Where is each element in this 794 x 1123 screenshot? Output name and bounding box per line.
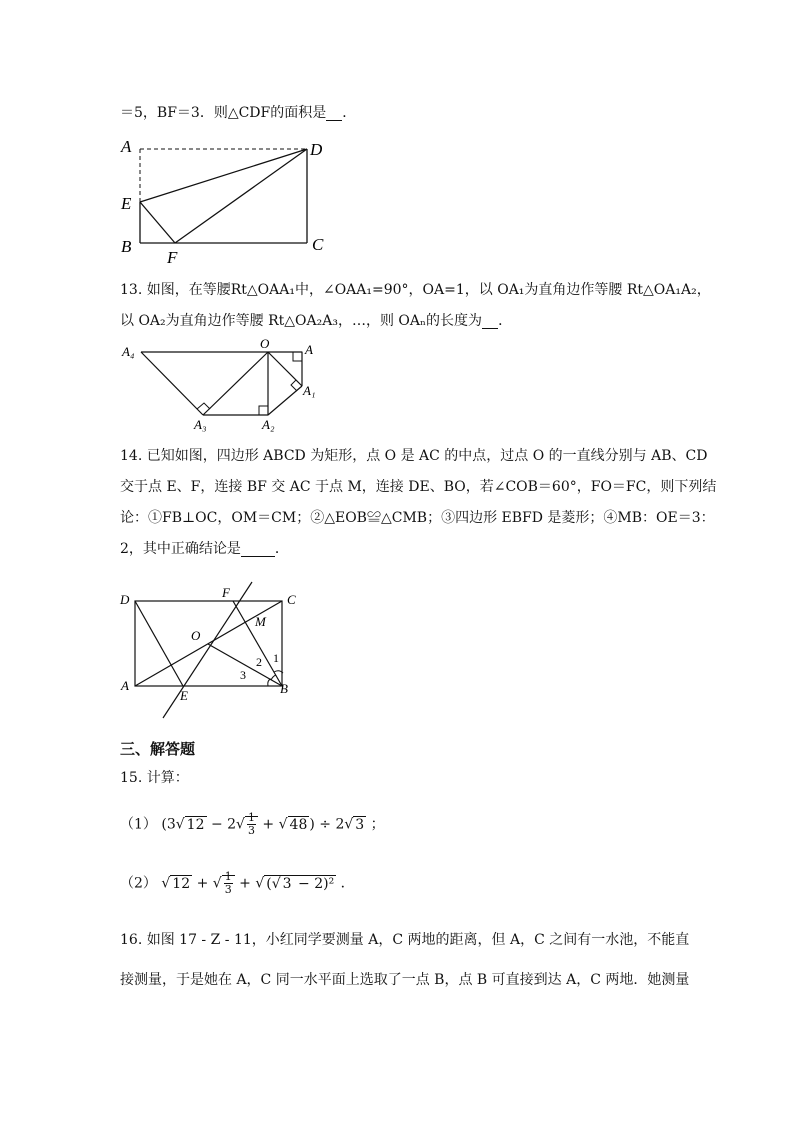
label-a2: A₂ <box>262 417 275 432</box>
label-e: E <box>180 688 188 703</box>
label-a4: A₄ <box>122 344 135 359</box>
q15-part2-expression: √ 12 + √ $\frac{1}{3}$ + √ (√ 3 − 2)² ． <box>161 870 355 897</box>
q12-figure <box>110 130 340 270</box>
segment-de <box>135 601 183 686</box>
q12-answer-blank <box>326 106 342 121</box>
label-d: D <box>120 592 130 607</box>
q13-line2 <box>120 314 512 329</box>
label-a: A <box>305 342 313 357</box>
q14-line3: 论：①FB⊥OC，OM＝CM；②△EOB≌△CMB；③四边形 EBFD 是菱形；④MB：OE＝3： <box>120 510 715 526</box>
right-angle-a3 <box>197 403 210 409</box>
q16-line2: 接测量，于是她在 A，C 同一水平面上选取了一点 B，点 B 可直接到达 A，C 两地．她测量 <box>120 972 690 988</box>
q14-end: ． <box>274 541 289 557</box>
label-angle-2: 2 <box>256 655 262 669</box>
q13-line2-text: 以 OA₂为直角边作等腰 Rt△OA₂A₃，…，则 OAₙ的长度为 <box>120 313 483 329</box>
label-b: B <box>280 681 288 696</box>
q13-end: ． <box>498 313 513 329</box>
label-f: F <box>167 248 178 267</box>
q13-answer-blank <box>482 314 498 329</box>
section-title: 三、解答题 <box>120 740 196 758</box>
right-angle-a <box>293 352 302 361</box>
q14-figure <box>115 580 315 720</box>
q15-part1-label: （1） <box>120 816 157 833</box>
label-d: D <box>310 140 323 159</box>
label-a: A <box>121 678 129 693</box>
label-o: O <box>260 336 270 351</box>
segment-ed <box>140 149 307 202</box>
label-angle-1: 1 <box>273 651 279 665</box>
q14-line2: 交于点 E、F，连接 BF 交 AC 于点 M，连接 DE、BO，若∠COB＝60°，FO＝FC，则下列结 <box>120 479 717 495</box>
angle-2-arc <box>271 675 276 680</box>
right-angle-a2 <box>259 406 268 415</box>
q15-part1 <box>120 812 385 837</box>
label-a3: A₃ <box>194 417 207 432</box>
right-angle-a1 <box>291 380 297 391</box>
q14-line1: 14. 已知如图，四边形 ABCD 为矩形，点 O 是 AC 的中点，过点 O 的一直线分别与 AB、CD <box>120 448 708 464</box>
q13-line1: 13. 如图，在等腰Rt△OAA₁中，∠OAA₁=90°，OA=1，以 OA₁为直角边作等腰 Rt△OA₁A₂， <box>120 282 711 298</box>
q12-text <box>120 106 356 121</box>
label-e: E <box>121 194 132 213</box>
label-c: C <box>312 235 324 254</box>
segment-ef <box>140 202 175 243</box>
segment-a3-a4 <box>141 352 203 415</box>
label-o: O <box>191 628 201 643</box>
label-m: M <box>255 614 266 629</box>
label-angle-3: 3 <box>240 668 246 682</box>
q13-figure <box>115 335 330 435</box>
q14-line4 <box>120 542 289 557</box>
label-a: A <box>121 137 132 156</box>
segment-o-a3 <box>203 352 268 415</box>
label-b: B <box>121 237 132 256</box>
segment-o-a1 <box>268 352 302 386</box>
q16-line1: 16. 如图 17 - Z - 11，小红同学要测量 A，C 两地的距离，但 A，C 之间有一水池，不能直 <box>120 932 690 948</box>
label-c: C <box>287 592 296 607</box>
label-a1: A₁ <box>303 383 316 398</box>
q15-part2-label: （2） <box>120 875 157 892</box>
q14-line4-text: 2，其中正确结论是 <box>120 541 241 557</box>
q15-part1-expression: (3√ 12 − 2√ $\frac{1}{3}$ + √ 48 ) ÷ 2√ 3 ； <box>161 811 385 838</box>
q14-answer-blank <box>241 542 275 557</box>
q15-title: 15. 计算： <box>120 770 189 786</box>
q15-part2 <box>120 871 355 896</box>
q12-end: ． <box>342 105 357 121</box>
segment-fd <box>175 149 307 243</box>
line-through-o <box>163 582 252 718</box>
q12-condition: ＝5，BF＝3．则△CDF的面积是 <box>120 105 327 121</box>
label-f: F <box>222 585 230 600</box>
